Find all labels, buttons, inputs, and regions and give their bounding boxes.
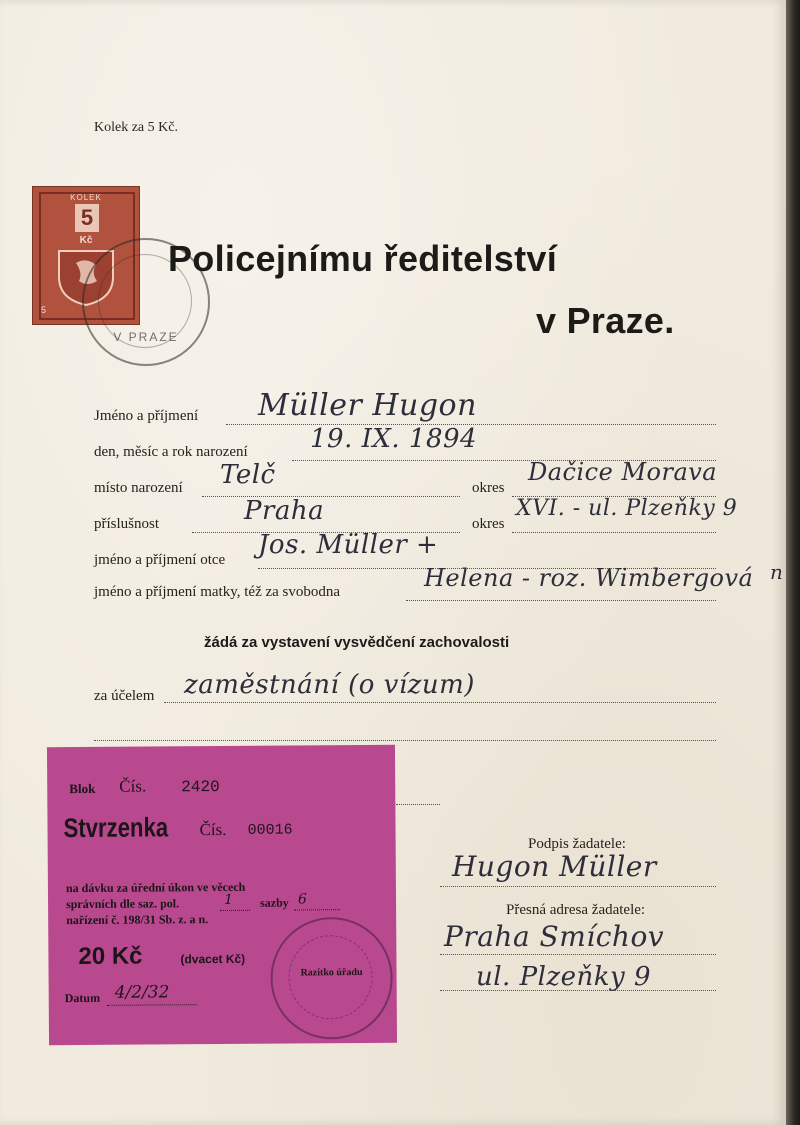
receipt-amount-words: (dvacet Kč): [180, 951, 246, 967]
stamp-corner: 5: [41, 305, 47, 315]
receipt-date-label: Datum: [64, 990, 101, 1006]
receipt-text-line-1: na dávku za úřední úkon ve věcech: [65, 879, 246, 896]
address-line-2: ul. Plzeňky 9: [476, 962, 651, 992]
receipt-blok-label: Blok: [69, 780, 96, 797]
purpose-value: zaměstnání (o vízum): [184, 670, 475, 700]
address-line-1: Praha Smíchov: [444, 920, 665, 953]
birthplace-value: Telč: [220, 460, 276, 490]
receipt-text-line-2: správních dle saz. pol.: [66, 896, 180, 912]
address-label: Přesná adresa žadatele:: [506, 902, 646, 918]
blank-line: [396, 804, 440, 805]
birthdate-label: den, měsíc a rok narození: [94, 444, 248, 460]
paper-edge: [786, 0, 800, 1125]
receipt-date-line: [107, 1004, 197, 1006]
title-line-2: v Praze.: [536, 300, 675, 341]
citizenship-label: příslušnost: [94, 516, 160, 532]
receipt-slip: [47, 745, 397, 1045]
receipt-sazby-value: 6: [297, 891, 308, 908]
stamp-top-text: KOLEK: [70, 193, 102, 202]
receipt-title: Stvrzenka: [63, 812, 169, 844]
address-dotline-2: [440, 990, 716, 991]
father-label: jméno a příjmení otce: [94, 552, 226, 568]
address-dotline-1: [440, 954, 716, 955]
residence-district-line: [512, 532, 716, 533]
receipt-sazby-line: [294, 909, 340, 910]
birthplace-line: [202, 496, 460, 497]
purpose-line-2: [94, 740, 716, 741]
receipt-cis-label-1: Čís.: [119, 776, 147, 796]
receipt-sazby: sazby: [260, 895, 289, 910]
birthdate-value: 19. IX. 1894: [310, 424, 478, 454]
title-line-1: Policejnímu ředitelství: [168, 238, 558, 279]
receipt-text-line-3: nařízení č. 198/31 Sb. z. a n.: [66, 912, 209, 928]
residence-district-value: XVI. - ul. Plzeňky 9: [516, 496, 738, 521]
signature-label: Podpis žadatele:: [528, 836, 626, 852]
stamp-value: 5: [75, 204, 99, 232]
mother-label: jméno a příjmení matky, též za svobodna: [94, 584, 341, 600]
signature-line: [440, 886, 716, 887]
purpose-line: [164, 702, 716, 703]
signature-value: Hugon Müller: [452, 850, 657, 883]
mother-line: [406, 600, 716, 601]
postmark-text: V PRAZE: [113, 330, 179, 344]
name-value: Müller Hugon: [258, 388, 477, 423]
mother-value: Helena - roz. Wimbergová: [424, 564, 754, 592]
receipt-amount: 20 Kč: [78, 942, 143, 971]
birthplace-label: místo narození: [94, 480, 183, 496]
purpose-label: za účelem: [94, 688, 155, 704]
receipt-blok-number: 2420: [181, 778, 220, 797]
receipt-seal-label: Razítko úřadu: [300, 967, 363, 979]
receipt-date-value: 4/2/32: [114, 982, 170, 1003]
citizenship-value: Praha: [244, 496, 325, 526]
request-heading: žádá za vystavení vysvědčení zachovalosti: [204, 634, 510, 651]
stamp-note: Kolek za 5 Kč.: [94, 120, 178, 135]
father-value: Jos. Müller +: [258, 530, 439, 560]
receipt-number: 00016: [247, 821, 293, 839]
residence-district-label: okres: [472, 516, 505, 532]
receipt-cis-label-2: Čís.: [199, 819, 227, 840]
birth-district-label: okres: [472, 480, 505, 496]
receipt-pol-value: 1: [223, 891, 234, 908]
birth-district-value: Dačice Morava: [528, 458, 718, 486]
receipt-pol-line: [220, 910, 250, 911]
stamp-currency: Kč: [79, 235, 93, 246]
name-label: Jméno a příjmení: [94, 408, 199, 424]
margin-mark: n: [770, 560, 784, 584]
